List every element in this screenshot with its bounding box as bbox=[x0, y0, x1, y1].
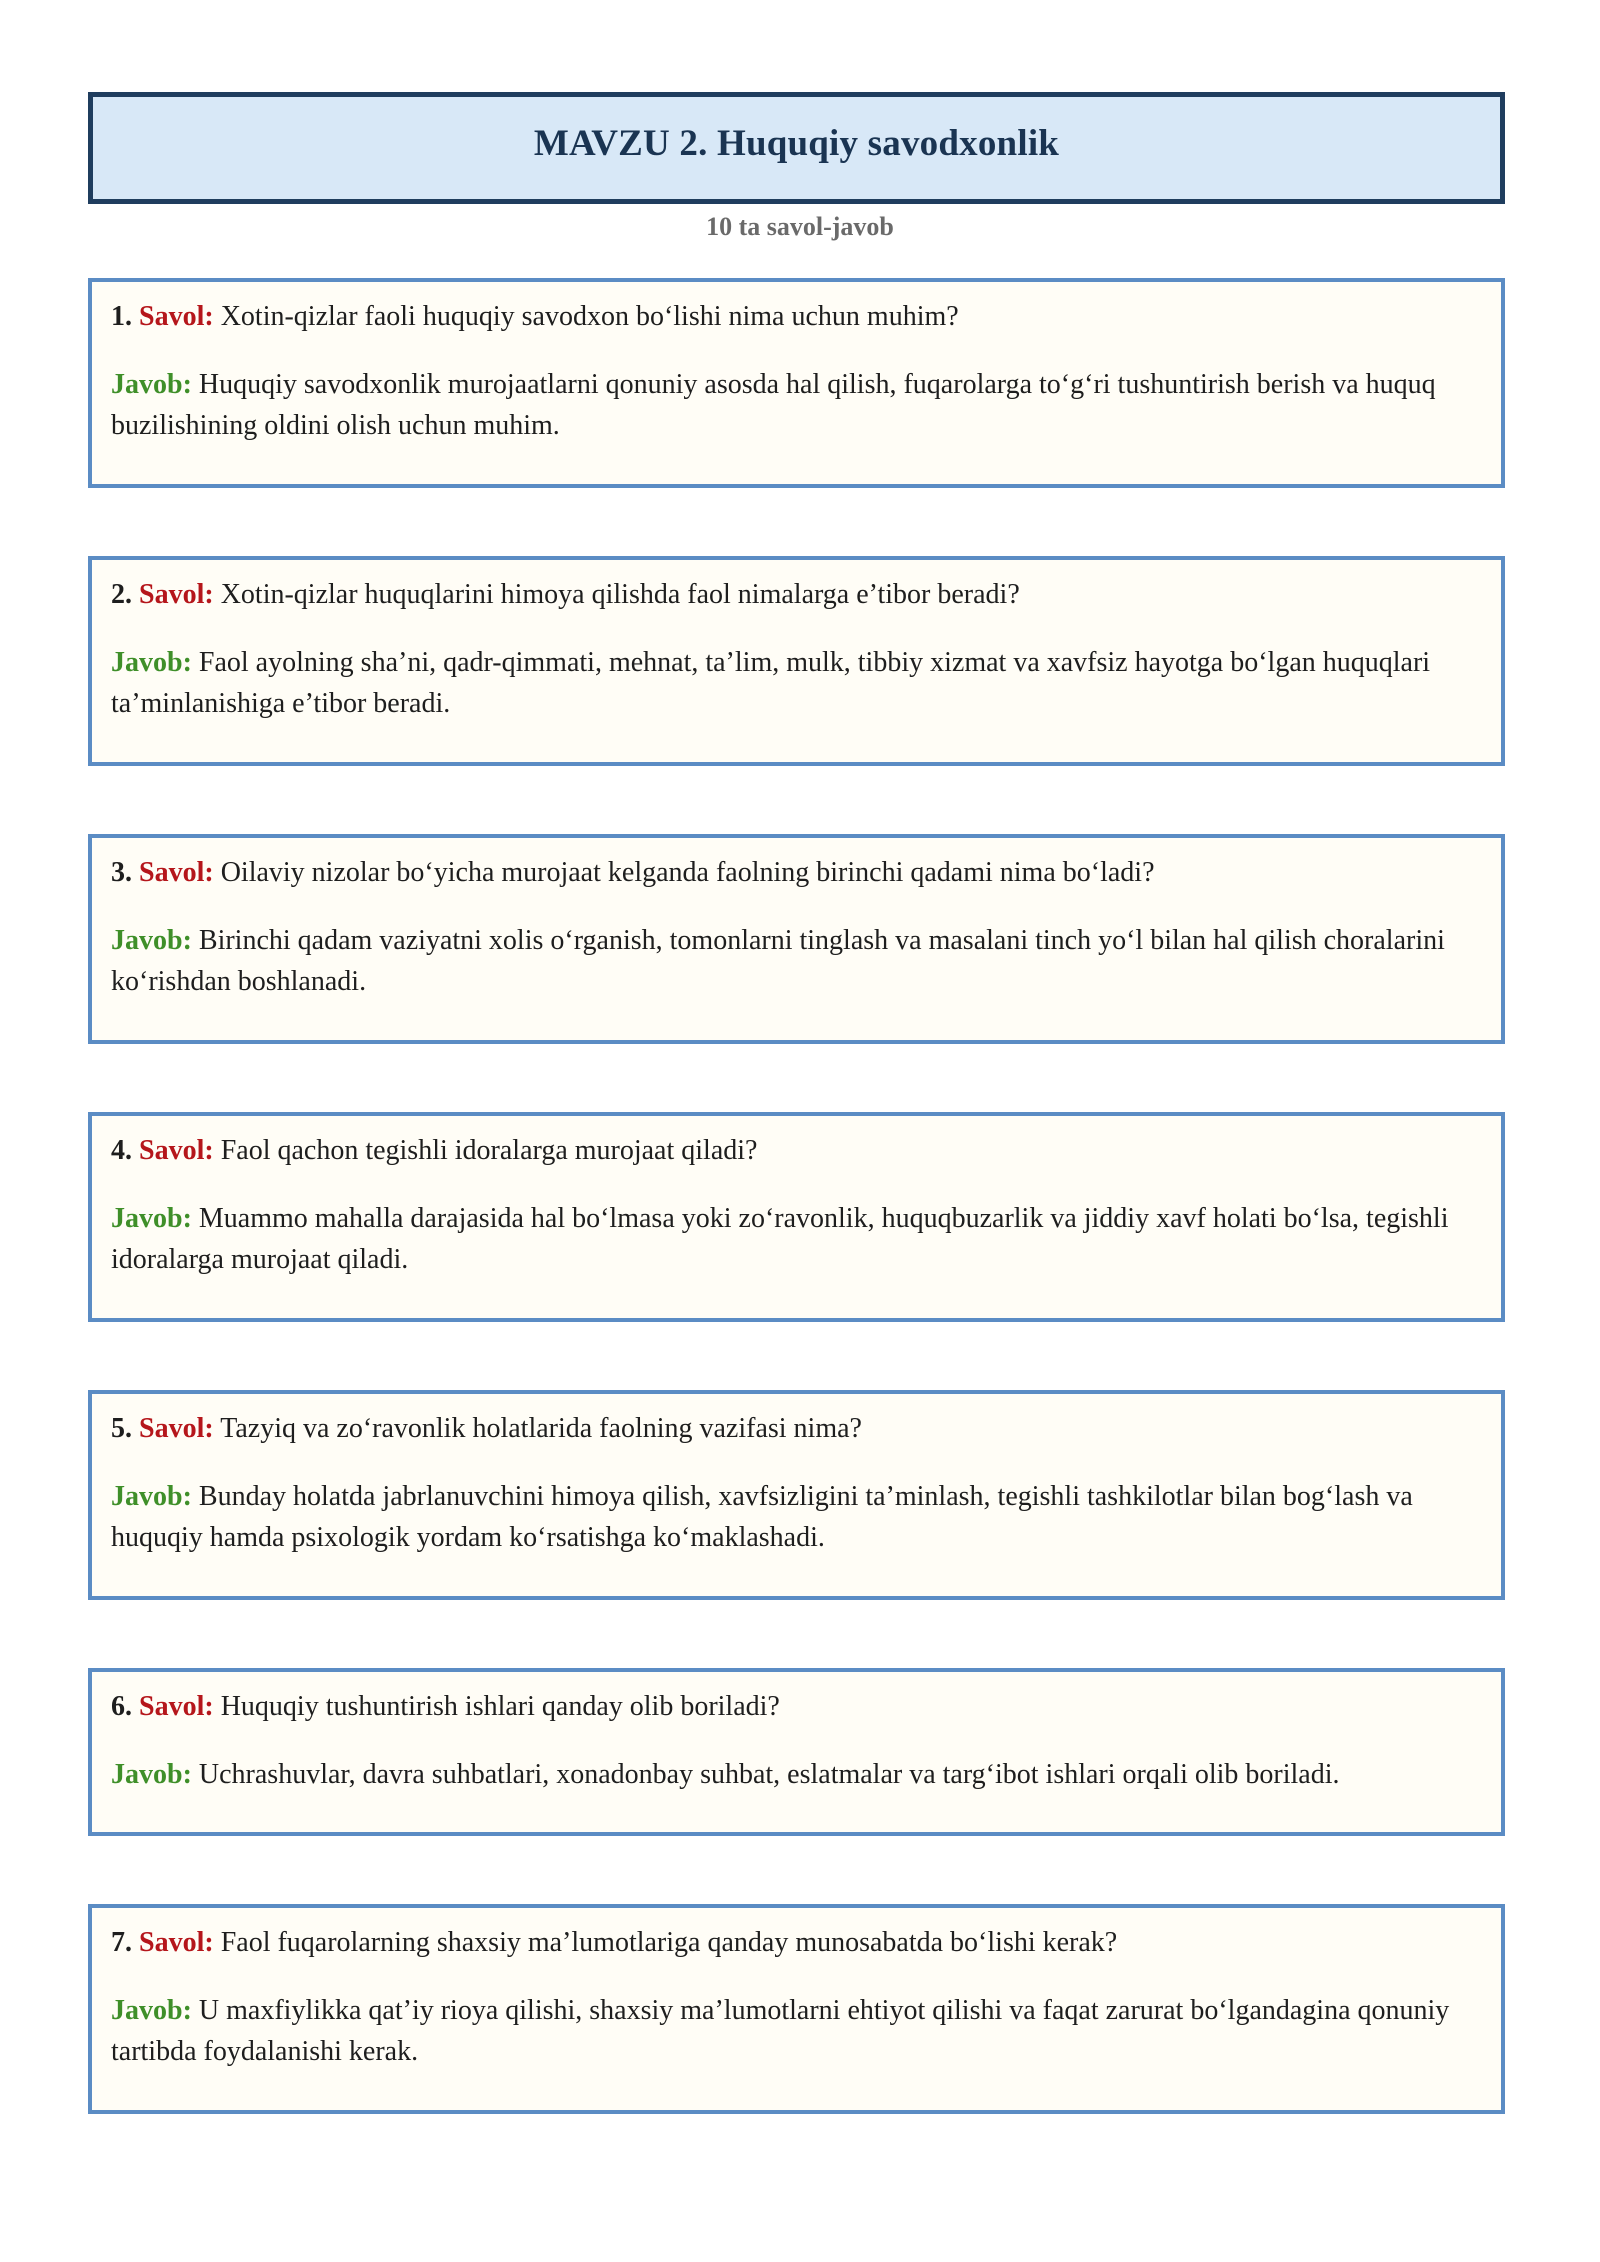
question-line bbox=[111, 1686, 1481, 1727]
question-label: Savol: bbox=[139, 301, 214, 332]
page-subtitle: 10 ta savol-javob bbox=[706, 212, 894, 241]
question-line bbox=[111, 296, 1481, 337]
answer-label: Javob: bbox=[111, 1759, 192, 1790]
answer-line bbox=[111, 364, 1487, 446]
answer-line bbox=[111, 1990, 1487, 2072]
question-label: Savol: bbox=[139, 1413, 214, 1444]
question-number: 3. bbox=[111, 857, 132, 888]
question-number: 4. bbox=[111, 1135, 132, 1166]
title-box bbox=[88, 92, 1505, 204]
question-text: Xotin-qizlar huquqlarini himoya qilishda faol nimalarga e’tibor beradi? bbox=[220, 579, 1020, 610]
answer-line bbox=[111, 642, 1487, 724]
answer-label: Javob: bbox=[111, 1995, 192, 2026]
answer-label: Javob: bbox=[111, 647, 192, 678]
qa-card bbox=[88, 1390, 1505, 1600]
qa-card bbox=[88, 278, 1505, 488]
question-number: 6. bbox=[111, 1691, 132, 1722]
answer-text: Birinchi qadam vaziyatni xolis o‘rganish, tomonlarni tinglash va masalani tinch yo‘l bilan hal qilish choralarini ko‘rishdan boshlanadi. bbox=[111, 925, 1445, 997]
question-number: 5. bbox=[111, 1413, 132, 1444]
question-line bbox=[111, 574, 1481, 615]
answer-line bbox=[111, 920, 1487, 1002]
question-label: Savol: bbox=[139, 857, 214, 888]
question-number: 7. bbox=[111, 1927, 132, 1958]
qa-card bbox=[88, 834, 1505, 1044]
answer-text: Huquqiy savodxonlik murojaatlarni qonuniy asosda hal qilish, fuqarolarga to‘g‘ri tushuntirish berish va huquq buzilishining oldini olish uchun muhim. bbox=[111, 369, 1436, 441]
question-line bbox=[111, 852, 1481, 893]
answer-label: Javob: bbox=[111, 1203, 192, 1234]
question-text: Faol fuqarolarning shaxsiy ma’lumotlariga qanday munosabatda bo‘lishi kerak? bbox=[220, 1927, 1118, 1958]
answer-line bbox=[111, 1476, 1487, 1558]
question-text: Huquqiy tushuntirish ishlari qanday olib boriladi? bbox=[220, 1691, 780, 1722]
question-number: 1. bbox=[111, 301, 132, 332]
question-line bbox=[111, 1130, 1481, 1171]
answer-label: Javob: bbox=[111, 369, 192, 400]
question-text: Tazyiq va zo‘ravonlik holatlarida faolning vazifasi nima? bbox=[220, 1413, 862, 1444]
qa-card bbox=[88, 1112, 1505, 1322]
answer-text: Faol ayolning sha’ni, qadr-qimmati, mehnat, ta’lim, mulk, tibbiy xizmat va xavfsiz hayotga bo‘lgan huquqlari ta’minlanishiga e’tibor beradi. bbox=[111, 647, 1431, 719]
question-label: Savol: bbox=[139, 579, 214, 610]
answer-text: Muammo mahalla darajasida hal bo‘lmasa yoki zo‘ravonlik, huquqbuzarlik va jiddiy xavf holati bo‘lsa, tegishli idoralarga murojaat qiladi. bbox=[111, 1203, 1449, 1275]
question-number: 2. bbox=[111, 579, 132, 610]
answer-text: Bunday holatda jabrlanuvchini himoya qilish, xavfsizligini ta’minlash, tegishli tashkilotlar bilan bog‘lash va huquqiy hamda psixologik yordam ko‘rsatishga ko‘maklashadi. bbox=[111, 1481, 1413, 1553]
question-text: Xotin-qizlar faoli huquqiy savodxon bo‘lishi nima uchun muhim? bbox=[220, 301, 959, 332]
question-label: Savol: bbox=[139, 1691, 214, 1722]
question-label: Savol: bbox=[139, 1927, 214, 1958]
answer-text: U maxfiylikka qat’iy rioya qilishi, shaxsiy ma’lumotlarni ehtiyot qilishi va faqat zarurat bo‘lgandagina qonuniy tartibda foydalanishi kerak. bbox=[111, 1995, 1450, 2067]
question-label: Savol: bbox=[139, 1135, 214, 1166]
answer-label: Javob: bbox=[111, 1481, 192, 1512]
answer-text: Uchrashuvlar, davra suhbatlari, xonadonbay suhbat, eslatmalar va targ‘ibot ishlari orqali olib boriladi. bbox=[198, 1759, 1340, 1790]
question-line bbox=[111, 1922, 1481, 1963]
qa-card bbox=[88, 1668, 1505, 1836]
answer-label: Javob: bbox=[111, 925, 192, 956]
page-title: MAVZU 2. Huquqiy savodxonlik bbox=[533, 122, 1060, 164]
qa-card bbox=[88, 1904, 1505, 2114]
answer-line bbox=[111, 1198, 1487, 1280]
answer-line bbox=[111, 1754, 1487, 1795]
question-text: Faol qachon tegishli idoralarga murojaat qiladi? bbox=[220, 1135, 758, 1166]
qa-card bbox=[88, 556, 1505, 766]
question-line bbox=[111, 1408, 1481, 1449]
question-text: Oilaviy nizolar bo‘yicha murojaat kelganda faolning birinchi qadami nima bo‘ladi? bbox=[220, 857, 1155, 888]
